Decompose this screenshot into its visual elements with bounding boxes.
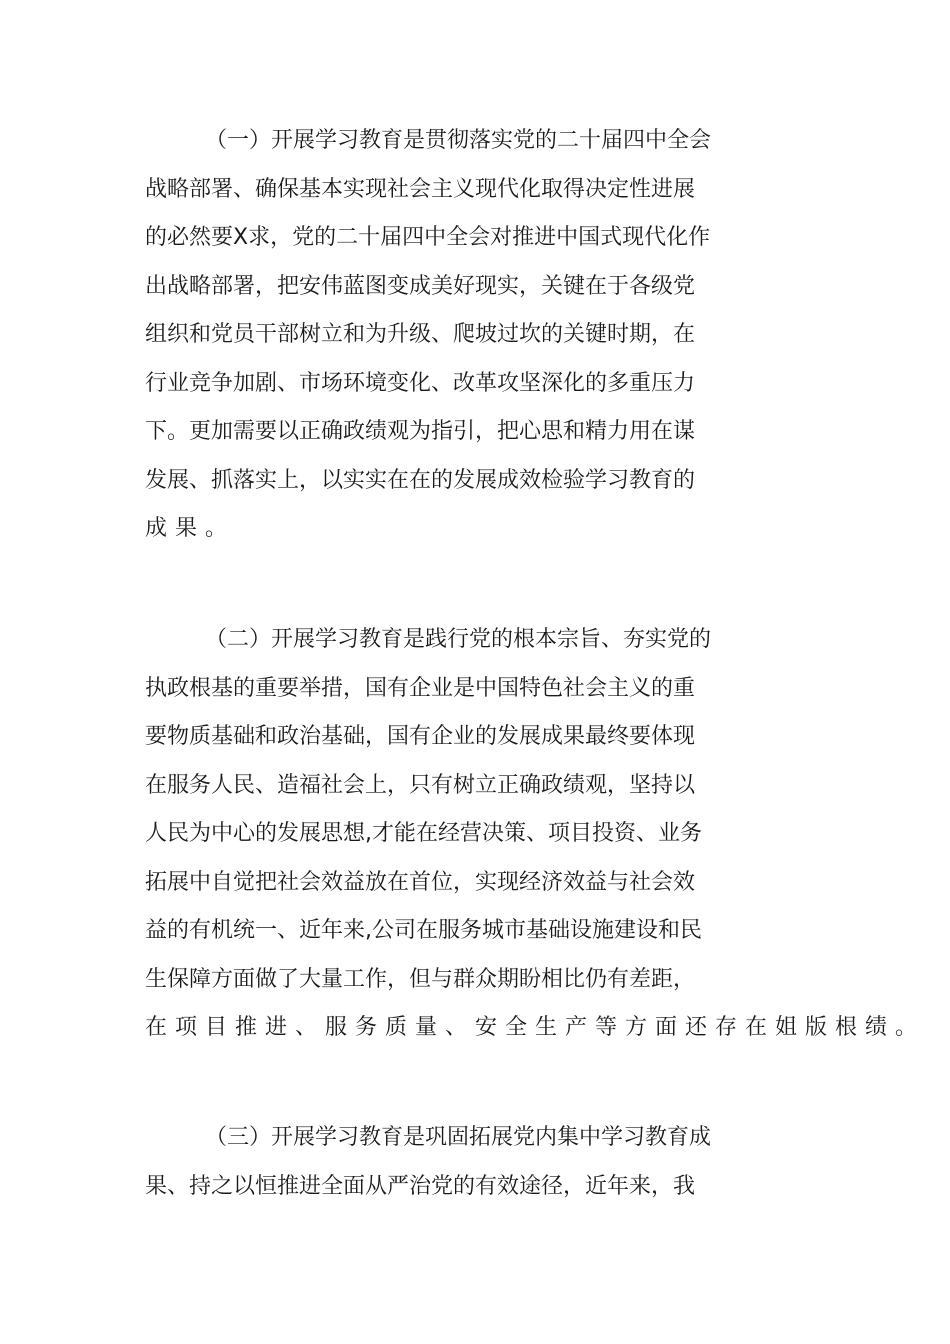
paragraph-line: 在项目推进、服务质量、安全生产等方面还存在姐版根绩。 <box>145 1015 926 1040</box>
paragraph-line: 执政根基的重要举措，国有企业是中国特色社会主义的重 <box>145 675 696 701</box>
paragraph-line: 的必然要X求，党的二十届四中全会对推进中国式现代化作 <box>145 225 711 250</box>
paragraph-line: 发展、抓落实上，以实实在在的发展成效检验学习教育的 <box>145 467 696 493</box>
paragraph-line: 果、持之以恒推进全面从严治党的有效途径，近年来，我 <box>145 1173 696 1199</box>
paragraph-line: 出战略部署，把安伟蓝图变成美好现实，关键在于各级党 <box>145 273 696 299</box>
paragraph-line: 人民为中心的发展思想,才能在经营决策、项目投资、业务 <box>145 821 702 846</box>
paragraph-line: 拓展中自觉把社会效益放在首位，实现经济效益与社会效 <box>145 869 696 895</box>
paragraph-line: （三）开展学习教育是巩固拓展党内集中学习教育成 <box>205 1125 712 1150</box>
paragraph-line: 要物质基础和政治基础，国有企业的发展成果最终要体现 <box>145 724 696 749</box>
paragraph-section-2 <box>145 616 926 1053</box>
paragraph-line: 组织和党员干部树立和为升级、爬坡过坎的关键时期，在 <box>145 322 696 347</box>
paragraph-line: 在服务人民、造福社会上，只有树立正确政绩观，坚持以 <box>145 772 696 798</box>
paragraph-line: 成果。 <box>145 516 236 541</box>
paragraph-line: 生保障方面做了大量工作，但与群众期盼相比仍有差距， <box>145 966 696 992</box>
paragraph-line: 益的有机统一、近年来,公司在服务城市基础设施建设和民 <box>145 918 702 943</box>
paragraph-line: 战略部署、确保基本实现社会主义现代化取得决定性进展 <box>145 176 696 202</box>
paragraph-line: （二）开展学习教育是践行党的根本宗旨、夯实党的 <box>205 627 712 652</box>
paragraph-line: 下。更加需要以正确政绩观为指引，把心思和精力用在谋 <box>145 419 696 444</box>
paragraph-line: 行业竞争加剧、市场环境变化、改革攻坚深化的多重压力 <box>145 370 696 396</box>
paragraph-section-3 <box>145 1114 807 1211</box>
paragraph-section-1 <box>145 117 807 554</box>
paragraph-line: （一）开展学习教育是贯彻落实党的二十届四中全会 <box>205 128 712 153</box>
